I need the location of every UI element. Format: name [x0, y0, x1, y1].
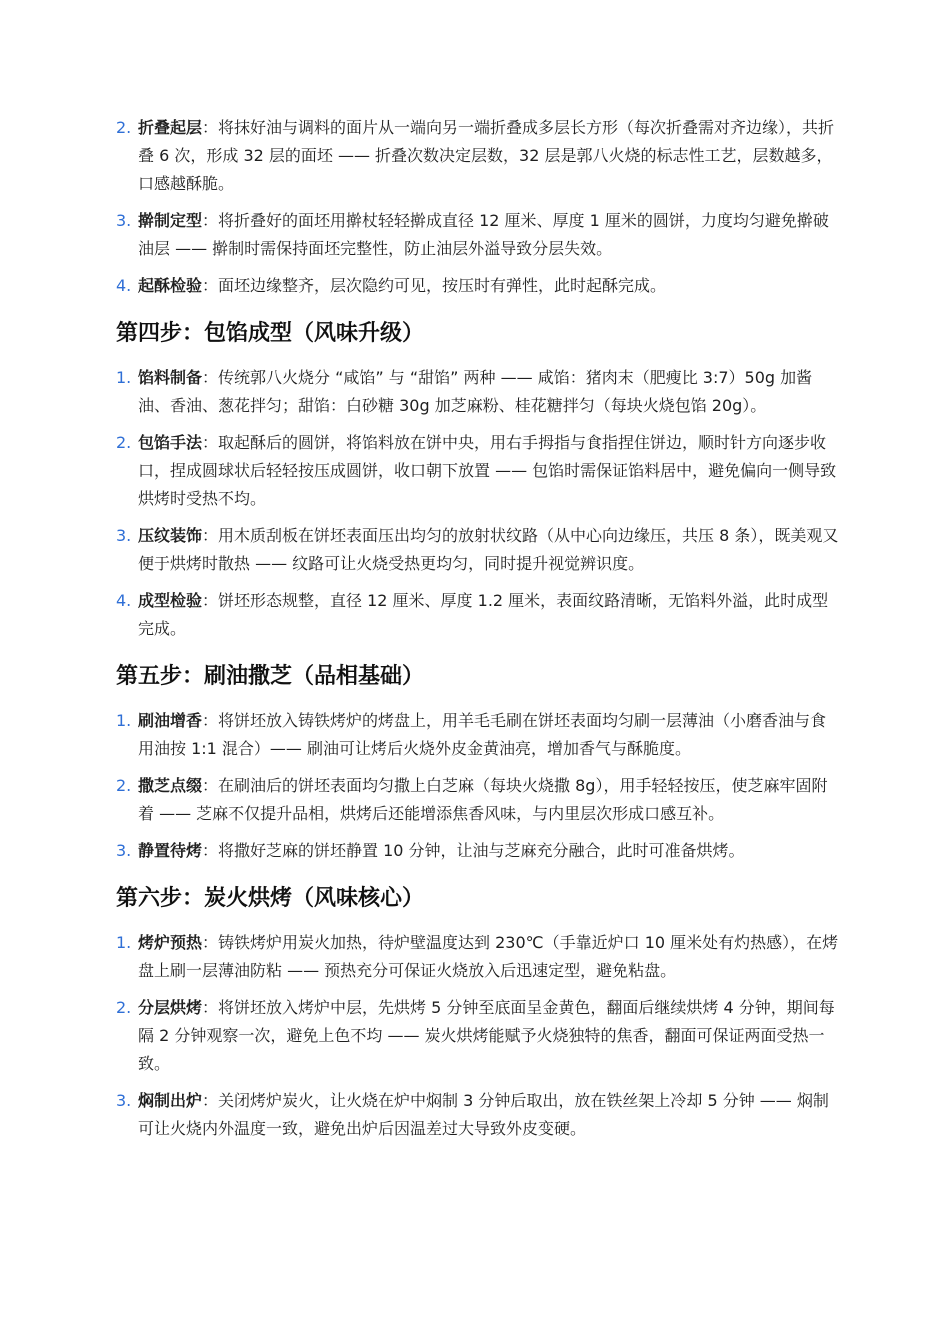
step-text: ：在刷油后的饼坯表面均匀撒上白芝麻（每块火烧撒 8g），用手轻轻按压，使芝麻牢固附着 —— 芝麻不仅提升品相，烘烤后还能增添焦香风味，与内里层次形成口感互补。 [138, 776, 828, 823]
list-item [116, 522, 840, 578]
step-term: 擀制定型 [138, 211, 203, 230]
step-list-intro [116, 114, 840, 300]
step-text: ：饼坯形态规整，直径 12 厘米、厚度 1.2 厘米，表面纹路清晰，无馅料外溢，此时成型完成。 [138, 591, 829, 638]
step-term: 馅料制备 [138, 368, 203, 387]
list-item [116, 772, 840, 828]
step-text: ：将抹好油与调料的面片从一端向另一端折叠成多层长方形（每次折叠需对齐边缘），共折叠 6 次，形成 32 层的面坯 —— 折叠次数决定层数，32 层是郭八火烧的标志性工艺，层数越多，口感越酥脆。 [138, 118, 835, 193]
step-text: ：用木质刮板在饼坯表面压出均匀的放射状纹路（从中心向边缘压，共压 8 条），既美观又便于烘烤时散热 —— 纹路可让火烧受热更均匀，同时提升视觉辨识度。 [138, 526, 839, 573]
section-title-step5: 第五步：刷油撒芝（品相基础） [116, 664, 425, 689]
list-number: 1. [116, 711, 132, 730]
list-number: 4. [116, 591, 132, 610]
step-list-step6 [116, 929, 840, 1143]
step-term: 分层烘烤 [138, 998, 203, 1017]
section-title-step4: 第四步：包馅成型（风味升级） [116, 321, 425, 346]
step-list-step4 [116, 364, 840, 643]
list-item [116, 929, 840, 985]
list-number: 3. [116, 1091, 132, 1110]
list-number: 1. [116, 933, 132, 952]
section-title-step6: 第六步：炭火烘烤（风味核心） [116, 886, 425, 911]
step-term: 压纹装饰 [138, 526, 203, 545]
list-item [116, 1087, 840, 1143]
list-number: 3. [116, 841, 132, 860]
step-term: 折叠起层 [138, 118, 203, 137]
step-text: ：传统郭八火烧分 “咸馅” 与 “甜馅” 两种 —— 咸馅：猪肉末（肥瘦比 3:7）50g 加酱油、香油、葱花拌匀；甜馅：白砂糖 30g 加芝麻粉、桂花糖拌匀（每块火烧包馅 20g）。 [138, 368, 813, 415]
step-term: 成型检验 [138, 591, 203, 610]
list-number: 2. [116, 433, 132, 452]
list-number: 3. [116, 526, 132, 545]
list-item [116, 837, 840, 865]
step-term: 焖制出炉 [138, 1091, 203, 1110]
list-number: 3. [116, 211, 132, 230]
step-text: ：将撒好芝麻的饼坯静置 10 分钟，让油与芝麻充分融合，此时可准备烘烤。 [202, 841, 745, 860]
step-term: 起酥检验 [138, 276, 203, 295]
step-list-step5 [116, 707, 840, 865]
step-term: 静置待烤 [138, 841, 203, 860]
list-item [116, 272, 840, 300]
step-text: ：将饼坯放入铸铁烤炉的烤盘上，用羊毛毛刷在饼坯表面均匀刷一层薄油（小磨香油与食用油按 1:1 混合）—— 刷油可让烤后火烧外皮金黄油亮，增加香气与酥脆度。 [138, 711, 827, 758]
list-item [116, 114, 840, 198]
list-number: 2. [116, 776, 132, 795]
step-text: ：将饼坯放入烤炉中层，先烘烤 5 分钟至底面呈金黄色，翻面后继续烘烤 4 分钟，期间每隔 2 分钟观察一次，避免上色不均 —— 炭火烘烤能赋予火烧独特的焦香，翻面可保证两面受热一致。 [138, 998, 835, 1073]
list-item [116, 994, 840, 1078]
list-item [116, 707, 840, 763]
step-text: ：铸铁烤炉用炭火加热，待炉壁温度达到 230℃（手靠近炉口 10 厘米处有灼热感），在烤盘上刷一层薄油防粘 —— 预热充分可保证火烧放入后迅速定型，避免粘盘。 [138, 933, 839, 980]
list-item [116, 429, 840, 513]
step-text: ：将折叠好的面坯用擀杖轻轻擀成直径 12 厘米、厚度 1 厘米的圆饼，力度均匀避免擀破油层 —— 擀制时需保持面坯完整性，防止油层外溢导致分层失效。 [138, 211, 829, 258]
list-number: 2. [116, 118, 132, 137]
step-term: 撒芝点缀 [138, 776, 203, 795]
step-text: ：面坯边缘整齐，层次隐约可见，按压时有弹性，此时起酥完成。 [202, 276, 667, 295]
list-item [116, 364, 840, 420]
step-text: ：取起酥后的圆饼，将馅料放在饼中央，用右手拇指与食指捏住饼边，顺时针方向逐步收口，捏成圆球状后轻轻按压成圆饼，收口朝下放置 —— 包馅时需保证馅料居中，避免偏向一侧导致烘烤时受热不均。 [138, 433, 837, 508]
step-term: 烤炉预热 [138, 933, 203, 952]
step-term: 包馅手法 [138, 433, 203, 452]
step-text: ：关闭烤炉炭火，让火烧在炉中焖制 3 分钟后取出，放在铁丝架上冷却 5 分钟 —— 焖制可让火烧内外温度一致，避免出炉后因温差过大导致外皮变硬。 [138, 1091, 829, 1138]
step-term: 刷油增香 [138, 711, 203, 730]
list-item [116, 587, 840, 643]
list-number: 4. [116, 276, 132, 295]
list-number: 1. [116, 368, 132, 387]
list-number: 2. [116, 998, 132, 1017]
list-item [116, 207, 840, 263]
